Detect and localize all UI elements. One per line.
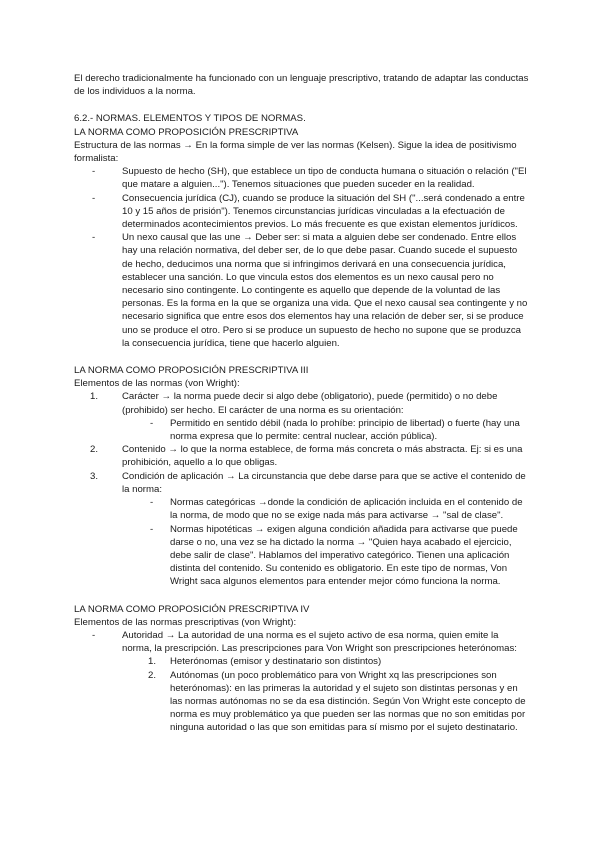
numbered-list — [74, 390, 530, 588]
section-heading: LA NORMA COMO PROPOSICIÓN PRESCRIPTIVA — [74, 126, 299, 138]
bullet-list — [74, 629, 530, 735]
numbered-sub-list — [122, 655, 530, 734]
item-text: Autoridad → La autoridad de una norma es el sujeto activo de esa norma, quien emite la norma, la prescripción. Las prescripciones para Von Wright son prescripciones heterónomas: — [122, 629, 517, 655]
sub-list-item — [146, 669, 530, 735]
item-text: Carácter → la norma puede decir si algo debe (obligatorio), puede (permitido) o no debe (prohibido) ser hecho. El carácter de una norma es su orientación: — [122, 391, 498, 416]
item-number: 2. — [90, 444, 99, 456]
list-item: - Supuesto de hecho (SH), que establece un tipo de conducta humana o situación o relación ("El que matare a alguien..."). Tenemos situaciones que pueden suceder en la realidad. — [74, 165, 530, 191]
section-normas — [74, 112, 530, 350]
sub-list-item: - Permitido en sentido débil (nada lo prohíbe: principio de libertad) o fuerte (hay una norma expresa que lo permite: central nuclear, acción pública). — [146, 417, 530, 443]
item-number: 1. — [148, 656, 157, 668]
sub-list-item — [146, 655, 530, 668]
document-page — [74, 72, 530, 749]
sub-list-item: - Normas categóricas →donde la condición de aplicación incluida en el contenido de la norma, de modo que no se exige nada más para activarse → "sal de clase". — [146, 496, 530, 522]
section-lead: Elementos de las normas prescriptivas (von Wright): — [74, 616, 297, 628]
item-number: 1. — [90, 391, 99, 403]
section-prescriptivas — [74, 603, 530, 735]
sub-list — [122, 417, 530, 443]
section-lead: Estructura de las normas → En la forma simple de ver las normas (Kelsen). Sigue la idea de positivismo formalista: — [74, 139, 517, 165]
section-elementos-wright — [74, 364, 530, 588]
list-item — [74, 390, 530, 443]
section-number-heading: 6.2.- NORMAS. ELEMENTOS Y TIPOS DE NORMAS. — [74, 113, 306, 125]
sub-list — [122, 496, 530, 588]
bullet-list — [74, 165, 530, 350]
item-text: Heterónomas (emisor y destinatario son distintos) — [170, 656, 382, 668]
item-text: Condición de aplicación → La circunstancia que debe darse para que se active el contenido de la norma: — [122, 470, 526, 495]
section-lead: Elementos de las normas (von Wright): — [74, 378, 240, 390]
item-number: 3. — [90, 470, 99, 482]
item-number: 2. — [148, 669, 157, 681]
list-item — [74, 443, 530, 469]
section-heading: LA NORMA COMO PROPOSICIÓN PRESCRIPTIVA IV — [74, 603, 310, 615]
list-item — [74, 470, 530, 589]
sub-list-item: - Normas hipotéticas → exigen alguna condición añadida para activarse que puede darse o no, una vez se ha dictado la norma → "Quien haya acabado el ejercicio, debe salir de clase". Hablamos del imperativo categórico. Tienen una aplicación distinta del contenido. Su contenido es obligatorio. En este tipo de normas, Von Wright saca algunos elementos para entender mejor cómo funciona la norma. — [146, 523, 530, 589]
list-item: - Un nexo causal que las une → Deber ser: si mata a alguien debe ser condenado. Entre ellos hay una relación normativa, del deber ser, de lo que debe pasar. Cuando sucede el supuesto de hecho, deducimos una norma que si infringimos derivará en una consecuencia jurídica, establecer una sanción. Lo que vincula estos dos elementos es un nexo causal pero no necesario sino contingente. Lo contingente es aquello que depende de la voluntad de las personas. Es la forma en la que se organiza una vida. Que el nexo causal sea contingente y no necesario significa que entre esos dos elementos hay una relación de deber ser, si se produce uno se produce el otro. Pero si se produce un supuesto de hecho no supone que se produzca la consecuencia jurídica, tiene que hacerlo alguien. — [74, 231, 530, 350]
item-text: Contenido → lo que la norma establece, de forma más concreta o más abstracta. Ej: si es una prohibición, aquello a lo que obligas. — [122, 444, 523, 469]
item-text: Autónomas (un poco problemático para von Wright xq las prescripciones son heterónomas): en las primeras la autoridad y el sujeto son distintas personas y en las normas autónomas no se da esa distinción. Según Von Wright este concepto de norma es muy problemático ya que pueden ser las normas que no son emitidas por ninguna autoridad o las que son emitidas para sí mismo por el sujeto destinatario. — [170, 669, 526, 734]
list-item — [74, 629, 530, 735]
section-heading: LA NORMA COMO PROPOSICIÓN PRESCRIPTIVA III — [74, 365, 309, 377]
list-item: - Consecuencia jurídica (CJ), cuando se produce la situación del SH ("...será condenado a entre 10 y 15 años de prisión"). Tenemos circunstancias jurídicas vinculadas a la efectuación de determinados acontecimientos previos. Lo más frecuente es que existan elementos jurídicos. — [74, 192, 530, 232]
intro-paragraph: El derecho tradicionalmente ha funcionado con un lenguaje prescriptivo, tratando de adaptar las conductas de los individuos a la norma. — [74, 73, 529, 98]
